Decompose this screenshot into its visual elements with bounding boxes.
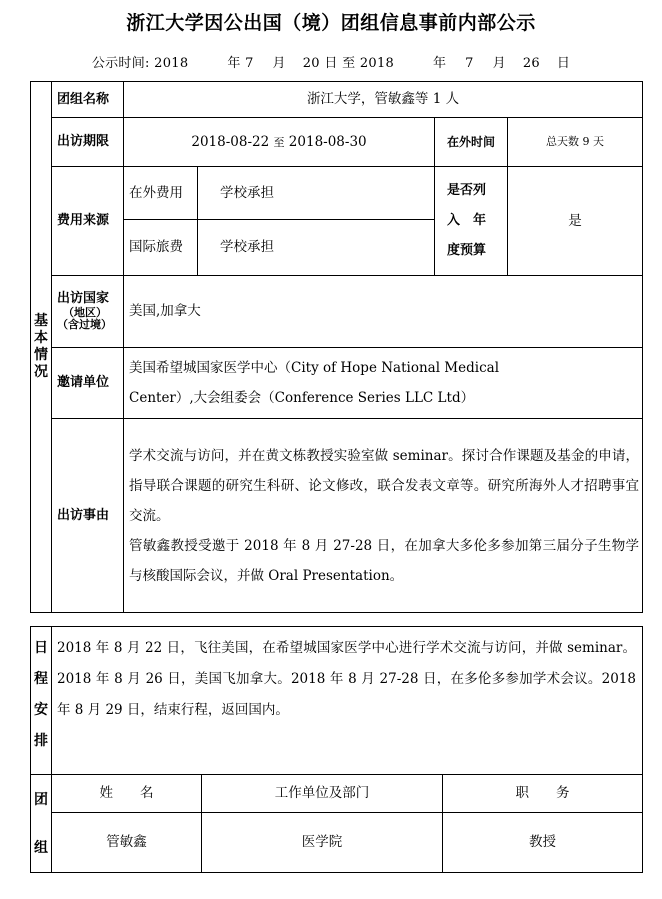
schedule-category: 日 程 安 排 xyxy=(31,627,52,775)
table-row xyxy=(31,813,643,873)
schedule-table xyxy=(30,626,643,775)
publish-start-day: 20 xyxy=(302,56,320,71)
group-table xyxy=(30,774,643,873)
header-name: 姓 名 xyxy=(52,775,202,813)
publish-end-month: 7 xyxy=(465,56,474,71)
period-value xyxy=(124,118,435,167)
funding-abroad-label: 在外费用 xyxy=(124,167,198,220)
basic-info-table xyxy=(30,81,643,613)
publish-to: 至 xyxy=(342,56,356,71)
publish-start-year: 2018 xyxy=(154,56,189,71)
abroad-time-label: 在外时间 xyxy=(435,118,508,167)
publish-end-day: 26 xyxy=(522,56,540,71)
publish-time-label: 公示时间: xyxy=(91,56,150,71)
reason-paragraph-1: 学术交流与访问，并在黄文栋教授实验室做 seminar。探讨合作课题及基金的申请，指导联合课题的研究生科研、论文修改，联合发表文章等。研究所海外人才招聘事宜交流。 xyxy=(129,447,640,524)
publish-start-month: 7 xyxy=(245,56,254,71)
country-sub2: （含过境） xyxy=(57,318,112,332)
member-name: 管敏鑫 xyxy=(52,813,202,873)
publish-year-char: 年 xyxy=(227,56,241,71)
period-to: 至 xyxy=(273,135,285,149)
funding-label: 费用来源 xyxy=(52,167,124,276)
publish-year-char-2: 年 xyxy=(432,56,447,71)
publish-time xyxy=(0,52,662,71)
member-dept: 医学院 xyxy=(202,813,443,873)
publish-end-year: 2018 xyxy=(359,56,395,71)
page-title: 浙江大学因公出国（境）团组信息事前内部公示 xyxy=(126,12,536,34)
inviter-value xyxy=(124,348,643,419)
reason-value xyxy=(124,419,643,613)
inviter-line2: Center）,大会组委会（Conference Series LLC Ltd） xyxy=(129,390,475,406)
country-value: 美国,加拿大 xyxy=(124,276,643,348)
funding-travel-value: 学校承担 xyxy=(198,220,435,276)
country-label-cell xyxy=(52,276,124,348)
budget-label: 是否列 入 年 度预算 xyxy=(435,167,508,276)
group-name-value: 浙江大学，管敏鑫等 1 人 xyxy=(124,82,643,118)
reason-label: 出访事由 xyxy=(52,419,124,613)
publish-day-char: 日 xyxy=(324,56,338,71)
group-name-label: 团组名称 xyxy=(52,82,124,118)
funding-travel-label: 国际旅费 xyxy=(124,220,198,276)
basic-category: 基 本 情 况 xyxy=(31,82,52,613)
group-category: 团 组 xyxy=(31,775,52,873)
header-dept: 工作单位及部门 xyxy=(202,775,443,813)
publish-day-char-2: 日 xyxy=(556,56,571,71)
publish-month-char-2: 月 xyxy=(492,56,506,71)
inviter-line1: 美国希望城国家医学中心（City of Hope National Medical xyxy=(129,360,500,376)
inviter-label: 邀请单位 xyxy=(52,348,124,419)
budget-value: 是 xyxy=(508,167,643,276)
member-title: 教授 xyxy=(443,813,643,873)
header-title: 职 务 xyxy=(443,775,643,813)
funding-abroad-value: 学校承担 xyxy=(198,167,435,220)
period-label: 出访期限 xyxy=(52,118,124,167)
country-sub1: （地区） xyxy=(63,305,107,319)
publish-month-char: 月 xyxy=(272,56,286,71)
reason-paragraph-2: 管敏鑫教授受邀于 2018 年 8 月 27-28 日，在加拿大多伦多参加第三届分子生物学与核酸国际会议，并做 Oral Presentation。 xyxy=(129,537,640,584)
period-end: 2018-08-30 xyxy=(288,133,367,150)
schedule-text: 2018 年 8 月 22 日，飞往美国，在希望城国家医学中心进行学术交流与访问，并做 seminar。2018 年 8 月 26 日，美国飞加拿大。2018 年 8 月 27-28 日，在多伦多参加学术会议。2018 年 8 月 29 日，结束行程，返回国内。 xyxy=(52,627,643,775)
abroad-time-value: 总天数 9 天 xyxy=(508,118,643,167)
period-start: 2018-08-22 xyxy=(191,133,270,150)
country-label: 出访国家 xyxy=(57,291,110,307)
